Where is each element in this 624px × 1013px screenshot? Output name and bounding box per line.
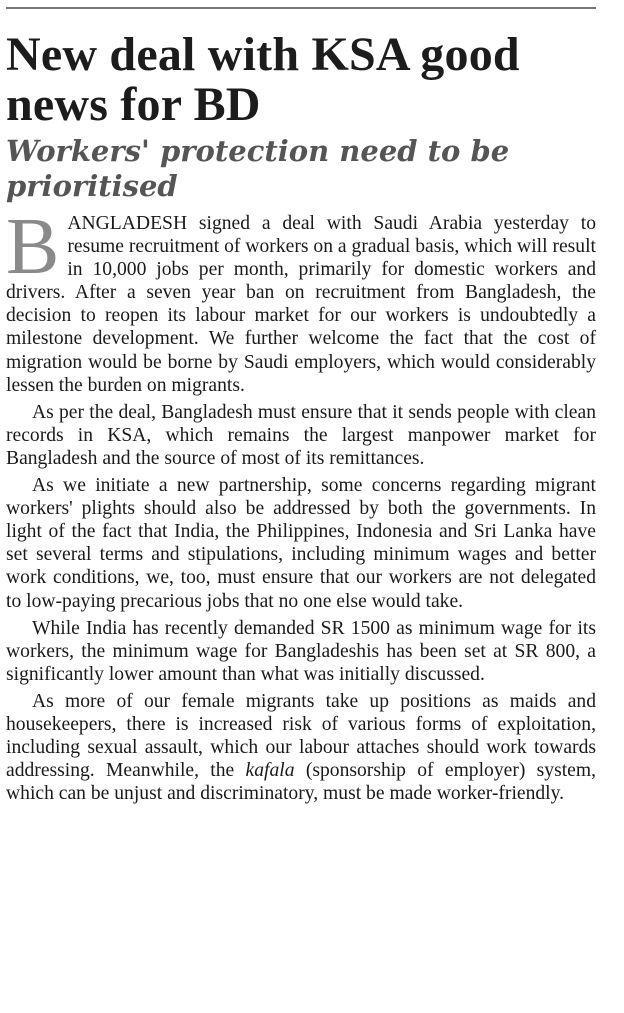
editorial-article: [6, 30, 596, 809]
kafala-term: kafala: [245, 760, 295, 782]
paragraph-5-after: (sponsorship of employer) system, which can be unjust and discriminatory, must be made worker-friendly.: [6, 760, 596, 805]
body-paragraph-5: [6, 690, 596, 805]
lead-text: ANGLADESH signed a deal with Saudi Arabia yesterday to resume recruitment of workers on a gradual basis, which will result in 10,000 jobs per month, primarily for domestic workers and drivers. After a seven year ban on recruitment from Bangladesh, the decision to reopen its labour market for our workers is undoubtedly a milestone development. We further welcome the fact that the cost of migration would be borne by Saudi employers, which would considerably lessen the burden on migrants.: [6, 213, 596, 396]
paragraph-5-before: As more of our female migrants take up positions as maids and housekeepers, there is increased risk of various forms of exploitation, including sexual assault, which our labour attaches should work towards addressing. Meanwhile, the: [6, 690, 596, 782]
subheadline: Workers' protection need to be prioritised: [6, 134, 510, 203]
body-paragraph-2: As per the deal, Bangladesh must ensure that it sends people with clean records in KSA, which remains the largest manpower market for Bangladesh and the source of most of its remittances.: [6, 401, 596, 469]
top-rule: [6, 7, 596, 9]
body-paragraph-4: While India has recently demanded SR 1500 as minimum wage for its workers, the minimum wage for Bangladeshis has been set at SR 800, a significantly lower amount than what was initially discussed.: [6, 617, 596, 685]
headline: New deal with KSA good news for BD: [6, 28, 520, 131]
drop-cap: B: [6, 203, 60, 291]
body-paragraph-3: As we initiate a new partnership, some concerns regarding migrant workers' plights should also be addressed by both the governments. In light of the fact that India, the Philippines, Indonesia and Sri Lanka have set several terms and stipulations, including minimum wages and better work conditions, we, too, must ensure that our workers are not delegated to low-paying precarious jobs that no one else would take.: [6, 475, 596, 612]
lead-paragraph: [6, 203, 596, 397]
article-body: [6, 203, 596, 805]
